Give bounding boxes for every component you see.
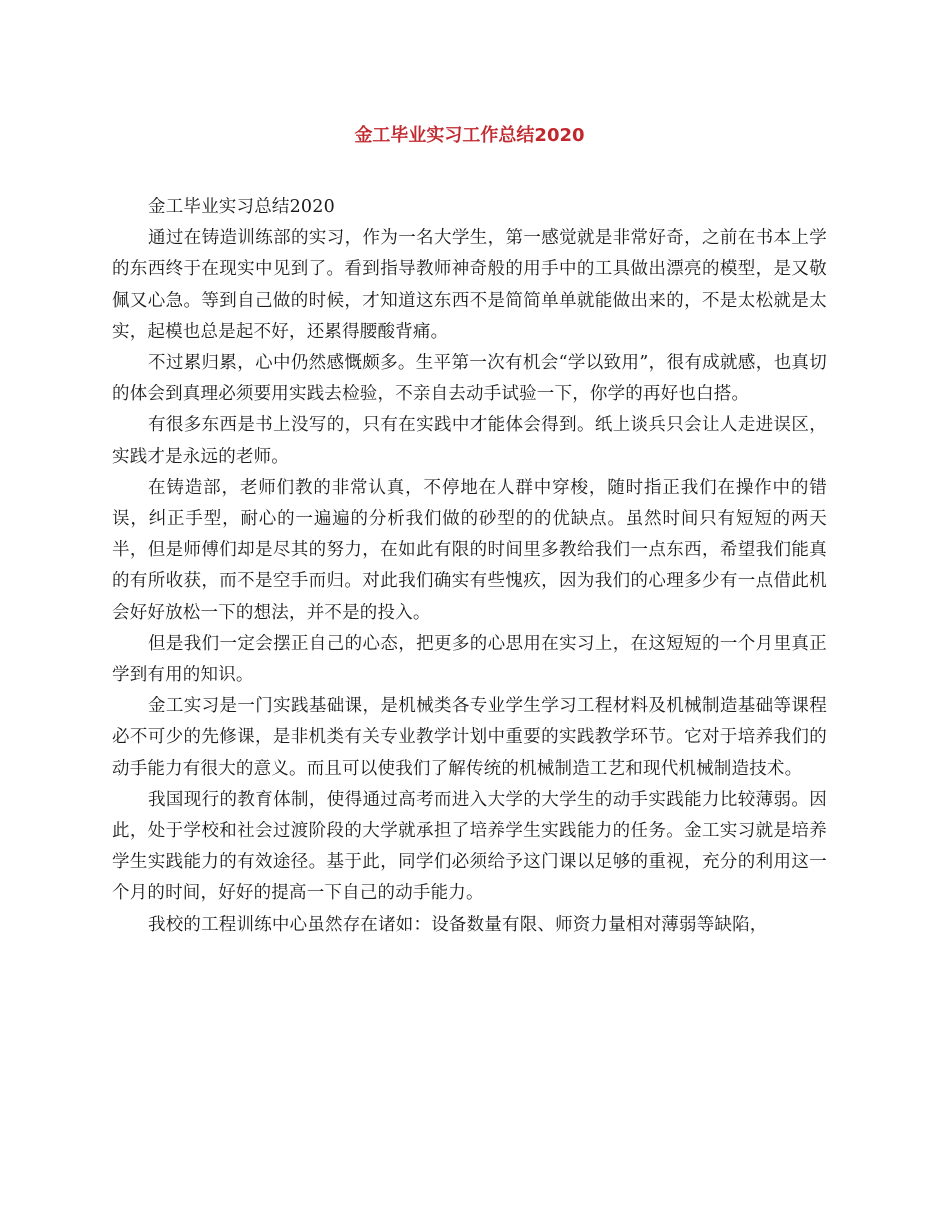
paragraph-subtitle: 金工毕业实习总结2020 bbox=[148, 197, 335, 217]
document-page bbox=[112, 0, 827, 1230]
paragraph: 通过在铸造训练部的实习，作为一名大学生，第一感觉就是非常好奇，之前在书本上学的东西终于在现实中见到了。看到指导教师神奇般的用手中的工具做出漂亮的模型，是又敬佩又心急。等到自己做的时候，才知道这东西不是简简单单就能做出来的，不是太松就是太实，起模也总是起不好，还累得腰酸背痛。 bbox=[112, 228, 827, 342]
paragraph: 有很多东西是书上没写的，只有在实践中才能体会得到。纸上谈兵只会让人走进误区，实践才是永远的老师。 bbox=[112, 415, 827, 467]
paragraph: 但是我们一定会摆正自己的心态，把更多的心思用在实习上，在这短短的一个月里真正学到有用的知识。 bbox=[112, 633, 827, 686]
document-title: 金工毕业实习工作总结2020 bbox=[354, 125, 585, 146]
paragraph: 我校的工程训练中心虽然存在诸如：设备数量有限、师资力量相对薄弱等缺陷， bbox=[148, 914, 768, 935]
paragraph: 在铸造部，老师们教的非常认真，不停地在人群中穿梭，随时指正我们在操作中的错误，纠正手型，耐心的一遍遍的分析我们做的砂型的的优缺点。虽然时间只有短短的两天半，但是师傅们却是尽其的努力，在如此有限的时间里多教给我们一点东西，希望我们能真的有所收获，而不是空手而归。对此我们确实有些愧疚，因为我们的心理多少有一点借此机会好好放松一下的想法，并不是的投入。 bbox=[112, 477, 827, 623]
document-body bbox=[112, 192, 827, 941]
paragraph: 金工实习是一门实践基础课，是机械类各专业学生学习工程材料及机械制造基础等课程必不可少的先修课，是非机类有关专业教学计划中重要的实践教学环节。它对于培养我们的动手能力有很大的意义。而且可以使我们了解传统的机械制造工艺和现代机械制造技术。 bbox=[112, 696, 827, 779]
paragraph: 我国现行的教育体制，使得通过高考而进入大学的大学生的动手实践能力比较薄弱。因此，处于学校和社会过渡阶段的大学就承担了培养学生实践能力的任务。金工实习就是培养学生实践能力的有效途径。基于此，同学们必须给予这门课以足够的重视，充分的利用这一个月的时间，好好的提高一下自己的动手能力。 bbox=[112, 789, 827, 904]
paragraph: 不过累归累，心中仍然感慨颇多。生平第一次有机会“学以致用”，很有成就感，也真切的体会到真理必须要用实践去检验，不亲自去动手试验一下，你学的再好也白搭。 bbox=[112, 353, 827, 405]
